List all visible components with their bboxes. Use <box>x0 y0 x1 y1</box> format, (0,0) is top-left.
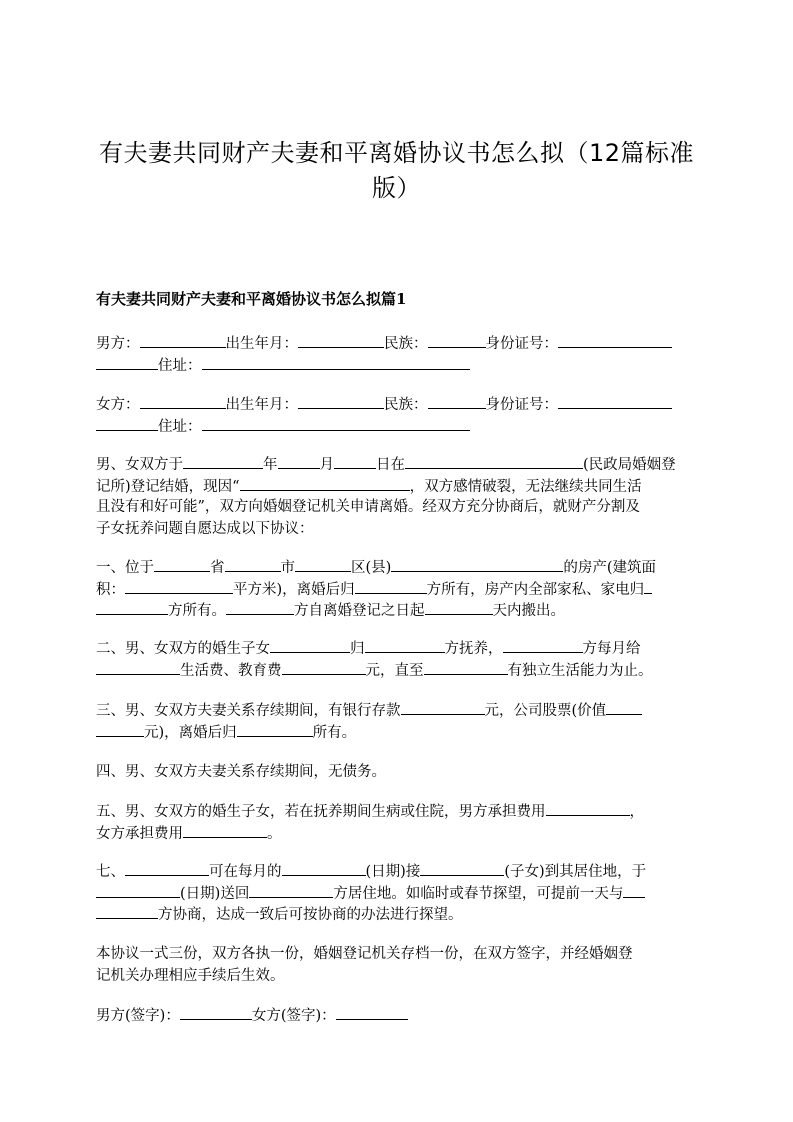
female-sign-label: 女方(签字)： <box>251 1008 336 1024</box>
female-name-blank <box>140 394 226 409</box>
text-fragment: 方所有，房产内全部家私、家电归 <box>426 581 645 598</box>
clause-debts <box>96 762 696 784</box>
male-address-blank <box>202 355 470 370</box>
male-label: 男方： <box>96 336 140 352</box>
birth-label: 出生年月： <box>225 397 298 413</box>
text-fragment: (子女)到其居住地，于 <box>504 864 647 880</box>
text-fragment: ，双方感情破裂，无法继续共同生活 <box>409 478 642 495</box>
male-name-blank <box>140 333 226 348</box>
text-fragment: 元，公司股票(价值 <box>484 703 607 719</box>
text-fragment: 本协议一式三份，双方各执一份，婚姻登记机关存档一份，在双方签字，并经婚姻登 <box>96 946 633 962</box>
text-fragment: 有独立生活能力为止。 <box>507 662 653 679</box>
text-fragment: 方所有。 <box>168 603 226 619</box>
month-blank <box>278 454 320 469</box>
child-name-blank <box>270 638 350 653</box>
text-fragment: 方居住地。如临时或春节探望，可提前一天与 <box>333 885 624 902</box>
text-fragment: 生活费、教育费 <box>180 662 282 679</box>
moveout-party-blank <box>226 600 294 615</box>
section-heading: 有夫妻共同财产夫妻和平离婚协议书怎么拟篇1 <box>96 290 407 308</box>
id-label: 身份证号： <box>485 336 558 352</box>
male-id-blank-cont <box>96 355 158 370</box>
text-fragment: 月 <box>319 457 334 473</box>
id-label: 身份证号： <box>485 397 558 413</box>
text-fragment: 记所)登记结婚，现因“ <box>96 478 240 495</box>
city-blank <box>225 557 281 572</box>
text-fragment: 女方承担费用 <box>96 825 183 842</box>
male-signature-blank <box>180 1005 252 1020</box>
text-fragment: 三、男、女双方夫妻关系存续期间，有银行存款 <box>96 703 401 719</box>
text-fragment: 省 <box>210 560 225 576</box>
until-blank <box>424 660 508 675</box>
clause-deposits <box>96 700 696 743</box>
female-id-blank-cont <box>96 416 158 431</box>
text-fragment: 的房产(建筑面 <box>563 560 656 576</box>
female-address-blank <box>202 416 470 431</box>
ethnicity-label: 民族： <box>384 336 428 352</box>
child-blank <box>420 861 504 876</box>
reason-blank <box>240 476 410 491</box>
male-ethnicity-blank <box>428 333 486 348</box>
text-fragment: (日期)送回 <box>180 885 250 902</box>
text-fragment: 方抚养， <box>444 641 503 657</box>
female-info-paragraph <box>96 394 696 437</box>
text-fragment: 子女抚养问题自愿达成以下协议： <box>96 520 314 537</box>
text-fragment: 七、 <box>96 864 125 880</box>
text-fragment: 区(县) <box>351 560 392 576</box>
property-owner-blank <box>355 579 427 594</box>
text-fragment: 方每月给 <box>582 641 641 657</box>
consult-party-blank-cont <box>96 904 158 919</box>
female-label: 女方： <box>96 397 140 413</box>
text-fragment: 方自离婚登记之日起 <box>294 603 425 619</box>
male-sign-label: 男方(签字)： <box>96 1008 180 1024</box>
payer-blank <box>503 638 583 653</box>
property-address-blank <box>391 557 563 572</box>
male-birth-blank <box>298 333 384 348</box>
province-blank <box>154 557 210 572</box>
return-party-blank <box>249 883 333 898</box>
female-cost-blank <box>183 823 267 838</box>
female-signature-blank <box>336 1005 408 1020</box>
closing-paragraph <box>96 944 696 987</box>
pickup-date-blank <box>282 861 366 876</box>
text-fragment: 二、男、女双方的婚生子女 <box>96 641 270 657</box>
consult-party-blank <box>623 883 645 898</box>
address-label: 住址： <box>158 357 202 374</box>
female-id-blank <box>558 394 672 409</box>
area-blank <box>125 579 233 594</box>
text-fragment: 年 <box>263 457 278 473</box>
text-fragment: 四、男、女双方夫妻关系存续期间，无债务。 <box>96 764 386 780</box>
text-fragment: (日期)接 <box>365 864 421 880</box>
furniture-owner-blank <box>644 579 652 594</box>
text-fragment: 五、男、女双方的婚生子女，若在抚养期间生病或住院，男方承担费用 <box>96 804 546 820</box>
amount-blank <box>282 660 366 675</box>
custody-party-blank <box>365 638 445 653</box>
clause-medical <box>96 801 696 844</box>
furniture-owner-blank-cont <box>96 600 168 615</box>
text-fragment: (民政局婚姻登 <box>583 457 676 473</box>
year-blank <box>183 454 263 469</box>
text-fragment: 日在 <box>376 457 405 473</box>
birth-label: 出生年月： <box>225 336 298 352</box>
ethnicity-label: 民族： <box>384 397 428 413</box>
text-fragment: 记机关办理相应手续后生效。 <box>96 967 285 984</box>
text-fragment: 平方米)，离婚后归 <box>233 581 355 598</box>
moveout-days-blank <box>425 600 493 615</box>
text-fragment: 天内搬出。 <box>492 603 565 619</box>
deposit-owner-blank <box>237 722 313 737</box>
male-id-blank <box>558 333 672 348</box>
text-fragment: 市 <box>280 560 295 576</box>
text-fragment: 可在每月的 <box>209 864 282 880</box>
registry-blank <box>405 454 583 469</box>
text-fragment: 所有。 <box>312 724 357 741</box>
text-fragment: 。 <box>267 825 282 842</box>
clause-property <box>96 557 696 622</box>
text-fragment: 方协商，达成一致后可按协商的办法进行探望。 <box>158 907 463 923</box>
signature-line <box>96 1005 696 1027</box>
female-ethnicity-blank <box>428 394 486 409</box>
document-title: 有夫妻共同财产夫妻和平离婚协议书怎么拟（12篇标准版） <box>98 139 695 202</box>
text-fragment: 元)，离婚后归 <box>144 724 237 741</box>
clause-visitation <box>96 861 696 926</box>
male-cost-blank <box>546 801 630 816</box>
text-fragment: 一、位于 <box>96 560 154 576</box>
day-blank <box>334 454 376 469</box>
text-fragment: 男、女双方于 <box>96 457 183 473</box>
text-fragment: ， <box>629 804 644 820</box>
text-fragment: 归 <box>350 641 365 657</box>
female-birth-blank <box>298 394 384 409</box>
deposit-amount-blank <box>401 700 485 715</box>
clause-children <box>96 638 696 681</box>
payee-blank <box>96 660 180 675</box>
district-blank <box>295 557 351 572</box>
text-fragment: 且没有和好可能”，双方向婚姻登记机关申请离婚。经双方充分协商后，就财产分割及 <box>96 499 640 515</box>
visitor-blank <box>125 861 209 876</box>
male-info-paragraph <box>96 333 696 376</box>
marriage-paragraph <box>96 454 696 540</box>
return-date-blank <box>96 883 180 898</box>
address-label: 住址： <box>158 418 202 435</box>
text-fragment: 积： <box>96 581 125 598</box>
text-fragment: 元，直至 <box>365 662 424 679</box>
stock-value-blank <box>606 700 642 715</box>
stock-value-blank-cont <box>96 722 144 737</box>
